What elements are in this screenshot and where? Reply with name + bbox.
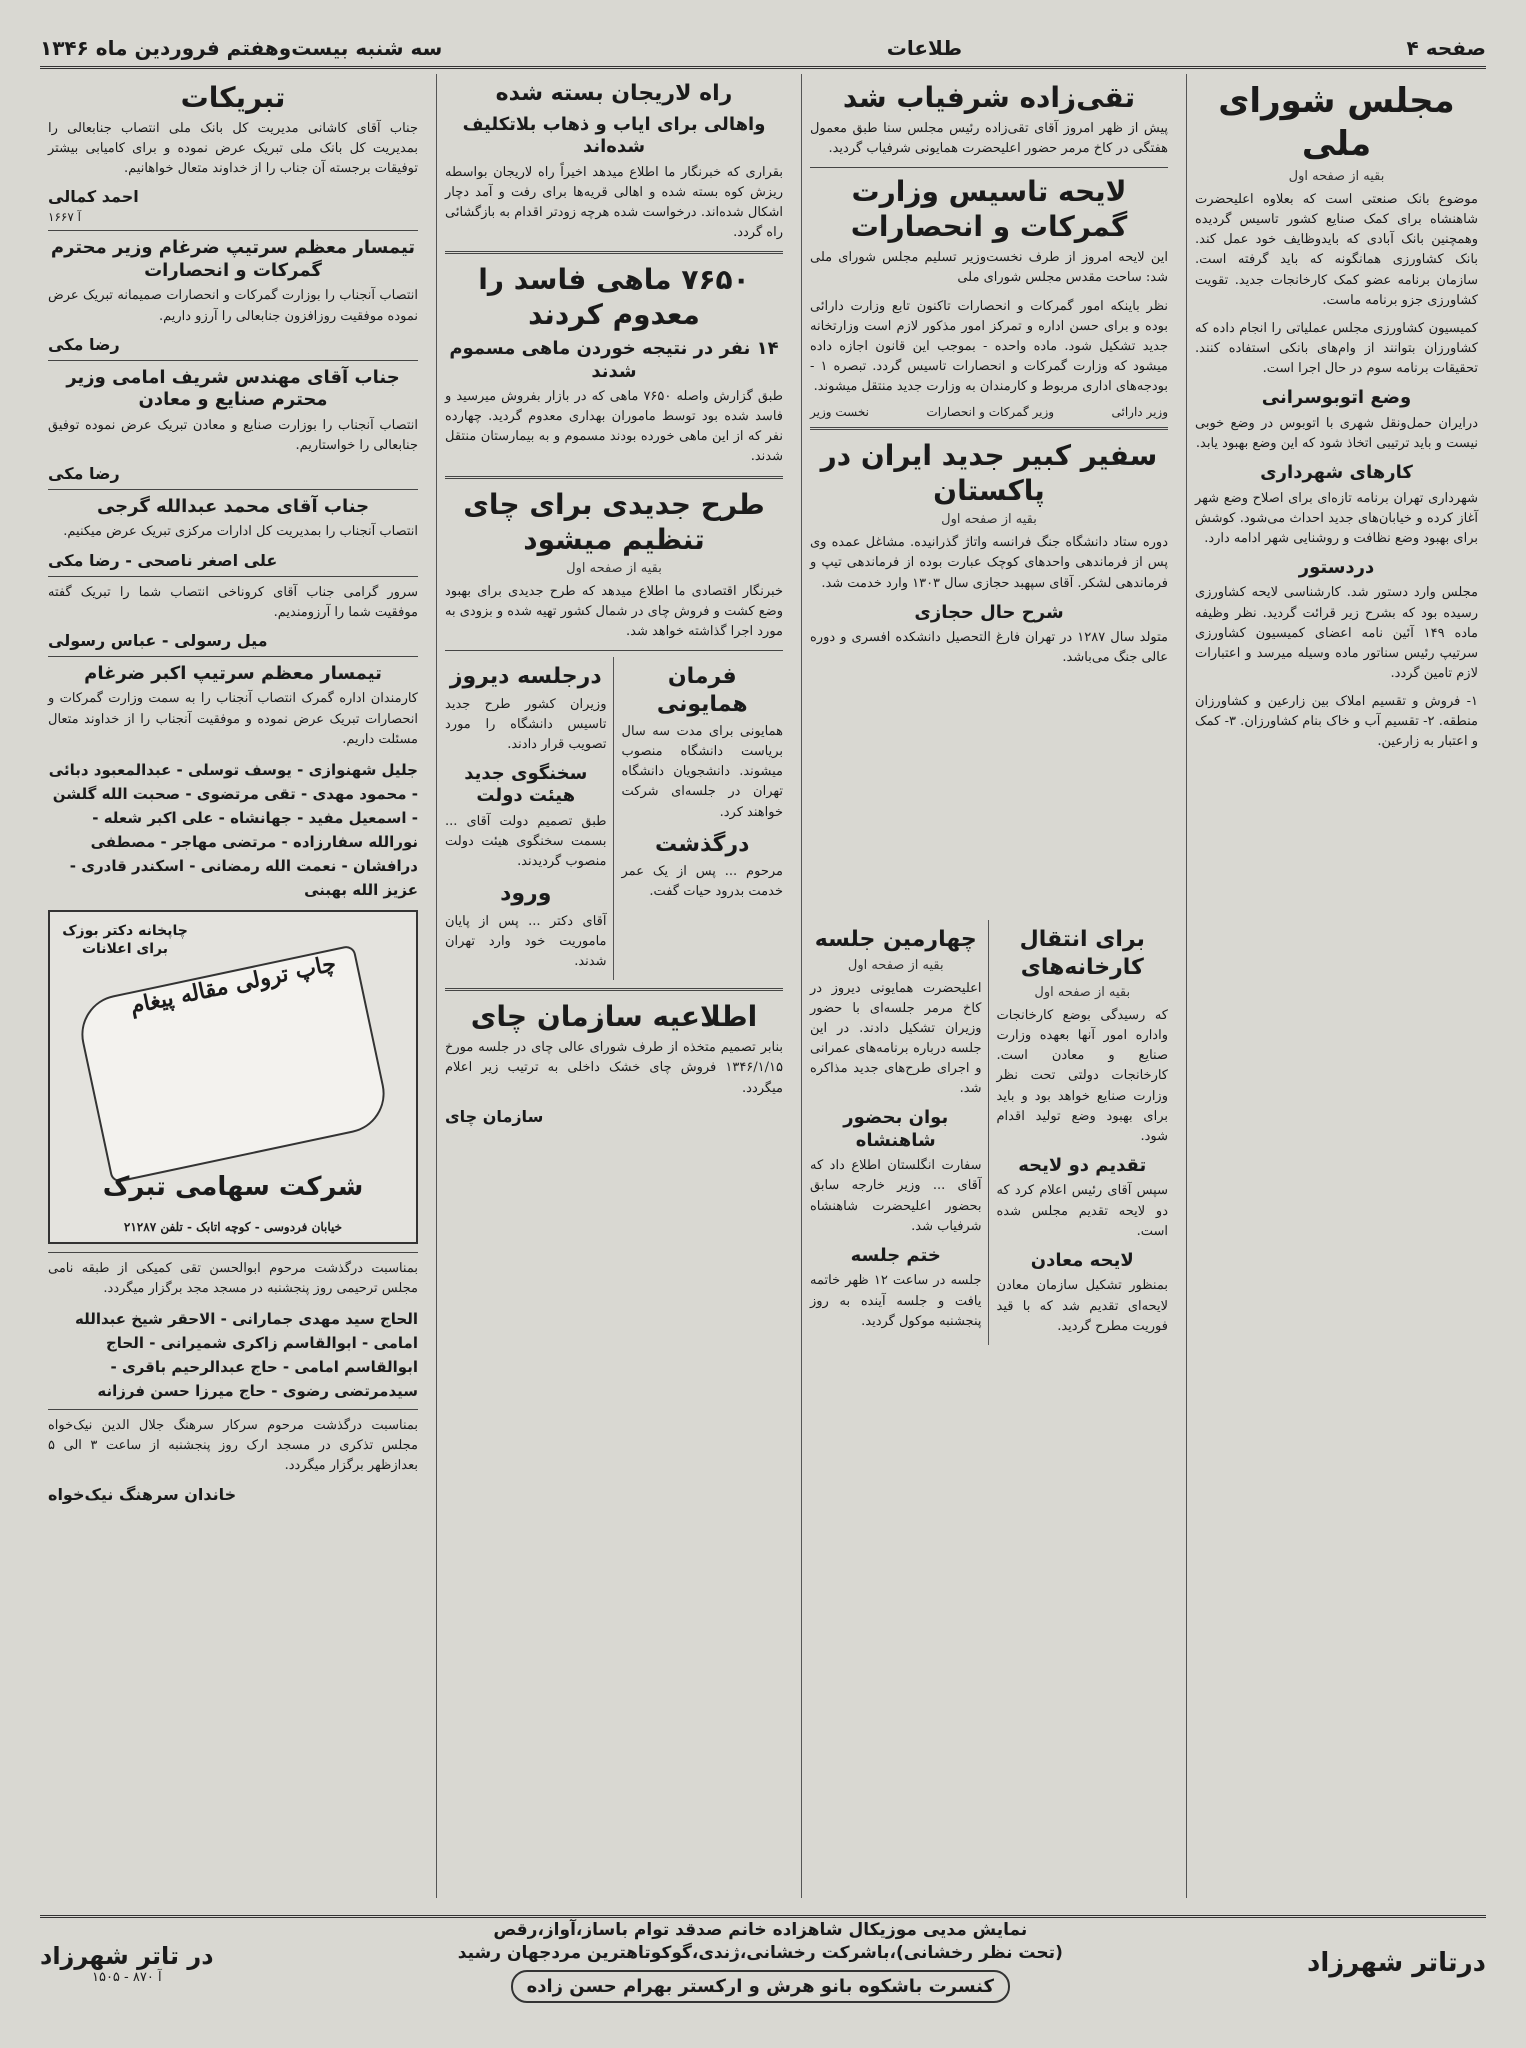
issue-date: سه شنبه بیست‌وهفتم فروردین ماه ۱۳۴۶ [40, 36, 443, 60]
two-column-block [810, 920, 1168, 1345]
signature: رضا مکی [48, 334, 120, 354]
footer-show-details [458, 1919, 1063, 2008]
headline-ambassador: سفیر کبیر جدید ایران در پاکستان [820, 439, 1158, 508]
divider [48, 489, 418, 490]
divider [48, 230, 418, 231]
subheading-bills: تقدیم دو لایحه [1018, 1154, 1147, 1176]
subheading-mines: لایحه معادن [1030, 1249, 1134, 1271]
notice-text: کارمندان اداره گمرک انتصاب آنجناب را به سمت وزارت گمرکات و انحصارات تبریک عرض نموده و موفقیت آنجناب را از خداوند متعال مسئلت داریم. [48, 691, 418, 747]
sub-column [445, 657, 614, 980]
signature: علی اصغر ناصحی - رضا مکی [48, 550, 278, 570]
column-parliament [1186, 74, 1486, 1898]
column-news [436, 74, 791, 1898]
headline-taghizadeh: تقی‌زاده شرفیاب شد [842, 81, 1136, 114]
divider [810, 167, 1168, 168]
subheadline-fish: ۱۴ نفر در نتیجه خوردن ماهی مسموم شدند [449, 338, 779, 382]
continued-note: بقیه از صفحه اول [941, 512, 1037, 528]
article-text: نظر باینکه امور گمرکات و انحصارات تاکنون تابع وزارت دارائی بوده و برای حسن اداره و تمرکز امور مذکور لازم است وزارتخانه جدید تشکیل شود. ماده واحده - بموجب این قانون اجازه داده میشود که وزارت گمرکات و انحصارات تاسیس گردد. تبصره ۱ - بودجه‌های اداری مربوط و کارمندان به وزارت جدید منتقل میشوند. [810, 298, 1168, 395]
article-text: اعلیحضرت همایونی دیروز در کاخ مرمر جلسه‌ای با حضور وزیران تشکیل دادند. در این جلسه درباره برنامه‌های عمرانی و اجرای طرح‌های جدید مذاکره شد. [810, 980, 982, 1097]
article-text: بمنظور تشکیل سازمان معادن لایحه‌ای تقدیم شد که با قید فوریت مطرح گردید. [996, 1278, 1168, 1334]
notice-heading: تیمسار معظم سرتیپ ضرغام وزیر محترم گمرکات و انحصارات [50, 237, 416, 281]
headline-obituary: درگذشت [655, 831, 750, 857]
article-text: متولد سال ۱۲۸۷ در تهران فارغ التحصیل دانشکده افسری و دوره عالی جنگ می‌باشد. [810, 630, 1169, 666]
paper-name: طلاعات [886, 36, 963, 60]
signatories [810, 405, 1168, 419]
signatory-names: جلیل شهنوازی - یوسف توسلی - عبدالمعبود دبائی - محمود مهدی - تقی مرتضوی - صحبت الله گلشن - اسمعیل مفید - جهانشاه - علی اکبر شعله - نورالله سفارزاده - مرتضی مهاجر - مصطفی درافشان - نعمت الله رمضانی - اسکندر قادری - عزیز الله بهبنی [48, 760, 418, 899]
article-text: همایونی برای مدت سه سال بریاست دانشگاه منصوب میشوند. دانشجویان دانشگاه تهران در جلسه‌ای شرکت خواهند کرد. [621, 724, 783, 820]
divider [810, 427, 1168, 430]
masthead [40, 30, 1486, 69]
ad-company-name: شرکت سهامی تبرک [102, 1171, 364, 1202]
signature: رضا مکی [48, 463, 120, 483]
article-text: بنابر تصمیم متخذه از طرف شورای عالی چای در جلسه مورخ ۱۳۴۶/۱/۱۵ فروش چای خشک داخلی به ترتیب زیر اعلام میگردد. [445, 1040, 783, 1096]
ad-reference: آ ۱۶۶۷ [48, 210, 81, 225]
footer-theater-left: در تاتر شهرزاد [40, 1941, 214, 1970]
signer: وزیر دارائی [1111, 405, 1168, 420]
ad-printer-name: چاپخانه دکتر بوزک برای اعلانات [62, 922, 188, 958]
divider [445, 988, 783, 991]
article-text: کمیسیون کشاورزی مجلس عملیاتی را انجام داده که کشاورزان بتوانند از وام‌های بانکی استفاده کنند. تحقیقات برنامه سوم در حال اجرا است. [1195, 320, 1478, 377]
headline-factories: برای انتقال کارخانه‌های [1019, 927, 1145, 980]
subheadline-larijan: واهالی برای ایاب و ذهاب بلاتکلیف شده‌اند [462, 113, 766, 157]
continued-note: بقیه از صفحه اول [1288, 169, 1385, 184]
signature: میل رسولی - عباس رسولی [48, 630, 268, 650]
article-text: سفارت انگلستان اطلاع داد که آقای ... وزیر خارجه سابق بحضور اعلیحضرت شاهنشاه شرفیاب شد. [810, 1158, 982, 1234]
continued-note: بقیه از صفحه اول [1034, 985, 1131, 1000]
two-column-block [445, 657, 783, 980]
article-text: ۱- فروش و تقسیم املاک بین زارعین و کشاورزان منطقه. ۲- تقسیم آب و خاک بنام کشاورزان. ۳- کمک و اعتبار به زارعین. [1195, 694, 1478, 750]
headline-fish: ۷۶۵۰ ماهی فاسد را معدوم کردند [478, 263, 750, 332]
signature: خاندان سرهنگ نیک‌خواه [48, 1484, 237, 1504]
divider [48, 656, 418, 657]
article-text: طبق تصمیم دولت آقای ... بسمت سخنگوی هیئت دولت منصوب گردیدند. [445, 813, 607, 870]
notice-text: جناب آقای کاشانی مدیریت کل بانک ملی انتصاب جنابعالی را بمدیریت کل بانک ملی تبریک عرض نموده و برای کامیابی بیشتر توفیقات برجسته آن جناب را از خداوند متعال خواهانیم. [48, 121, 418, 177]
article-text: طبق گزارش واصله ۷۶۵۰ ماهی که در بازار بفروش میرسید و فاسد شده بود توسط ماموران بهداری معدوم گردید. چهارده نفر که از این ماهی خورده بودند مسموم و به بیمارستان منتقل شدند. [445, 389, 783, 465]
ad-address: خیابان فردوسی - کوچه اتابک - تلفن ۲۱۲۸۷ [123, 1219, 343, 1234]
article-text: مرحوم ... پس از یک عمر خدمت بدرود حیات گفت. [621, 864, 783, 900]
sub-column [810, 920, 989, 1345]
article-text: درایران حمل‌ونقل شهری با اتوبوس در وضع خوبی نیست و باید ترتیبی اتخاذ شود که این وضع بهبود یابد. [1195, 415, 1478, 451]
divider [48, 576, 418, 577]
article-text: خبرنگار اقتصادی ما اطلاع میدهد که طرح جدیدی برای بهبود وضع کشت و فروش چای در شمال کشور تهیه شده و بزودی به مورد اجرا گذاشته خواهد شد. [445, 583, 783, 639]
footer-theater-right: درتاتر شهرزاد [1307, 1948, 1486, 1978]
footer-left-block [40, 1942, 214, 1985]
footer-show-title: نمایش مدیی موزیکال شاهزاده خانم صدقد توام باساز،آواز،رقص [493, 1919, 1028, 1940]
signature: احمد کمالی [48, 187, 139, 207]
divider [48, 360, 418, 361]
article-text: وزیران کشور طرح جدید تاسیس دانشگاه را مورد تصویب قرار دادند. [445, 696, 607, 752]
notice-text: بمناسبت درگذشت مرحوم ابوالحسن تقی کمیکی از طبقه نامی مجلس ترحیمی روز پنجشنبه در مسجد مجد برگزار میگردد. [48, 1260, 418, 1296]
subheading-audience: بوان بحضور شاهنشاه [843, 1107, 949, 1151]
headline-larijan-road: راه لاریجان بسته شده [495, 81, 733, 106]
notice-heading: جناب آقای محمد عبدالله گرجی [96, 495, 370, 517]
headline-arrival: ورود [500, 881, 552, 907]
signature: سازمان چای [445, 1106, 544, 1126]
subheading-municipality: کارهای شهرداری [1260, 462, 1413, 484]
article-text: شهرداری تهران برنامه تازه‌ای برای اصلاح وضع شهر آغاز کرده و خیابان‌های جدید احداث می‌شود. کوشش برای بهبود وضع نظافت و روشنایی شهر ادامه دارد. [1195, 490, 1478, 546]
subheading-biography: شرح حال حجازی [914, 601, 1064, 623]
footer-show-cast: (تحت نظر رخشانی)،باشرکت رخشانی،ژندی،گوکوتاهترین مردجهان رشید [457, 1943, 1063, 1964]
headline-congratulations: تبریکات [180, 81, 286, 114]
footer-concert: کنسرت باشکوه بانو هرش و ارکستر بهرام حسن زاده [511, 1970, 1010, 2003]
page-number: صفحه ۴ [1406, 36, 1486, 60]
article-text: آقای دکتر ... پس از پایان ماموریت خود وارد تهران شدند. [445, 913, 607, 970]
notice-text: بمناسبت درگذشت مرحوم سرکار سرهنگ جلال الدین نیک‌خواه مجلس تذکری در مسجد ارک روز پنجشنبه از ساعت ۳ الی ۵ بعدازظهر برگزار میگردد. [48, 1418, 418, 1474]
article-text: مجلس وارد دستور شد. کارشناسی لایحه کشاورزی رسیده بود که بشرح زیر قرائت گردید. نظر وظیفه ماده ۱۴۹ آئین نامه اعضای کمیسیون کشاورزی سرتیپ رئیس سناتور ماده وسیله میرسد و اعتبارات لازم تامین گردد. [1195, 585, 1478, 682]
printing-advertisement [48, 910, 418, 1244]
sub-column [997, 920, 1169, 1345]
headline-yesterday-session: درجلسه دیروز [449, 664, 602, 690]
headline-parliament: مجلس شورای ملی [1218, 81, 1455, 164]
subheading-bus: وضع اتوبوسرانی [1261, 387, 1412, 409]
subheading-agenda: دردستور [1298, 556, 1375, 578]
article-text: جلسه در ساعت ۱۲ ظهر خاتمه یافت و جلسه آینده به روز پنجشنبه موکول گردید. [810, 1273, 982, 1329]
continued-note: بقیه از صفحه اول [566, 560, 662, 576]
divider [445, 476, 783, 479]
article-text: این لایحه امروز از طرف نخست‌وزیر تسلیم مجلس شورای ملی شد: ساحت مقدس مجلس شورای ملی [810, 250, 1168, 286]
divider [48, 1252, 418, 1253]
article-text: بقراری که خبرنگار ما اطلاع میدهد اخیراً راه لاریجان بواسطه ریزش کوه بسته شده و اهالی قریه‌ها برای رفت و آمد دچار اشکال شده‌اند. درخواست شده هرچه زودتر اقدام به بازگشائی راه گردد. [445, 164, 783, 240]
headline-spokesman: سخنگوی جدید هیئت دولت [464, 762, 588, 807]
signer: نخست وزیر [810, 405, 869, 420]
notice-heading: جناب آقای مهندس شریف امامی وزیر محترم صنایع و معادن [66, 366, 400, 411]
divider [445, 251, 783, 254]
footer-ad-number: آ ۸۷۰ - ۱۵۰۵ [91, 1969, 162, 1985]
article-text: پیش از ظهر امروز آقای تقی‌زاده رئیس مجلس سنا طبق معمول هفتگی در کاخ مرمر حضور اعلیحضرت همایونی شرفیاب گردید. [810, 121, 1168, 157]
headline-tea-organization: اطلاعیه سازمان چای [470, 1000, 758, 1034]
divider [48, 1409, 418, 1410]
notice-heading: تیمسار معظم سرتیپ اکبر ضرغام [84, 662, 382, 684]
column-notices [40, 74, 426, 1898]
article-text: سپس آقای رئیس اعلام کرد که دو لایحه تقدیم مجلس شده است. [996, 1183, 1168, 1239]
footer-advertisement [40, 1915, 1486, 2008]
article-text: که رسیدگی بوضع کارخانجات واداره امور آنها بعهده وزارت صنایع و معادن است. کارخانجات دولتی تحت نظر وزارت صنایع خواهد بود و باید برای بهبود وضع تولید اقدام شود. [996, 1008, 1168, 1144]
notice-text: انتصاب آنجناب را بمدیریت کل ادارات مرکزی تبریک عرض میکنیم. [63, 524, 418, 540]
headline-fourth-session: چهارمین جلسه [814, 927, 977, 952]
divider [445, 650, 783, 651]
signatory-names: الحاج سید مهدی جمارانی - الاحقر شیخ عبدالله امامی - ابوالقاسم زاکری شمیرانی - الحاج ابوالقاسم امامی - حاج عبدالرحیم باقری - سیدمرتضی رضوی - حاج میرزا حسن فرزانه [75, 1310, 418, 1401]
article-text: موضوع بانک صنعتی است که بعلاوه اعلیحضرت شاهنشاه برای کمک صنایع کشور تاسیس گردیده وهمچنین بانک آبادی که بایدوظایف خود عمل کند. بانک کشاورزی همانگونه که باید گرفته است. سازمان برنامه عضو کمک کارخانجات جدید. تقویت کشاورزی جزو برنامه ماست. [1195, 192, 1478, 308]
notice-text: انتصاب آنجناب را بوزارت گمرکات و انحصارات صمیمانه تبریک عرض نموده موفقیت روزافزون جنابعالی را آرزو داریم. [48, 288, 418, 324]
ad-scroll-text: چاپ ترولی مقاله پیغام [127, 950, 339, 1020]
article-text: دوره ستاد دانشگاه جنگ فرانسه واتاژ گذرانیده. مشاغل عمده وی پس از فرماندهی واحدهای کوچک عبارت بوده از فرماندهی تیپ و فرماندهی لشکر. آقای سپهبد حجازی سال ۱۳۰۳ وارد خدمت شد. [810, 535, 1168, 591]
notice-text: انتصاب آنجناب را بوزارت صنایع و معادن تبریک عرض نموده توفیق جنابعالی را خواستاریم. [48, 417, 418, 453]
notice-text: سرور گرامی جناب آقای کروناخی انتصاب شما را تبریک گفته موفقیت شما را آرزومندیم. [48, 584, 418, 620]
headline-customs-ministry: لایحه تاسیس وزارت گمرکات و انحصارات [850, 175, 1128, 244]
headline-royal-decree: فرمان همایونی [656, 664, 748, 717]
signer: وزیر گمرکات و انحصارات [926, 405, 1055, 420]
continued-note: بقیه از صفحه اول [847, 957, 944, 973]
subheading-session-end: ختم جلسه [850, 1244, 941, 1266]
headline-tea-plan: طرح جدیدی برای چای تنظیم میشود [463, 487, 765, 556]
sub-column [622, 657, 784, 980]
column-lower-middle [801, 920, 1176, 1898]
